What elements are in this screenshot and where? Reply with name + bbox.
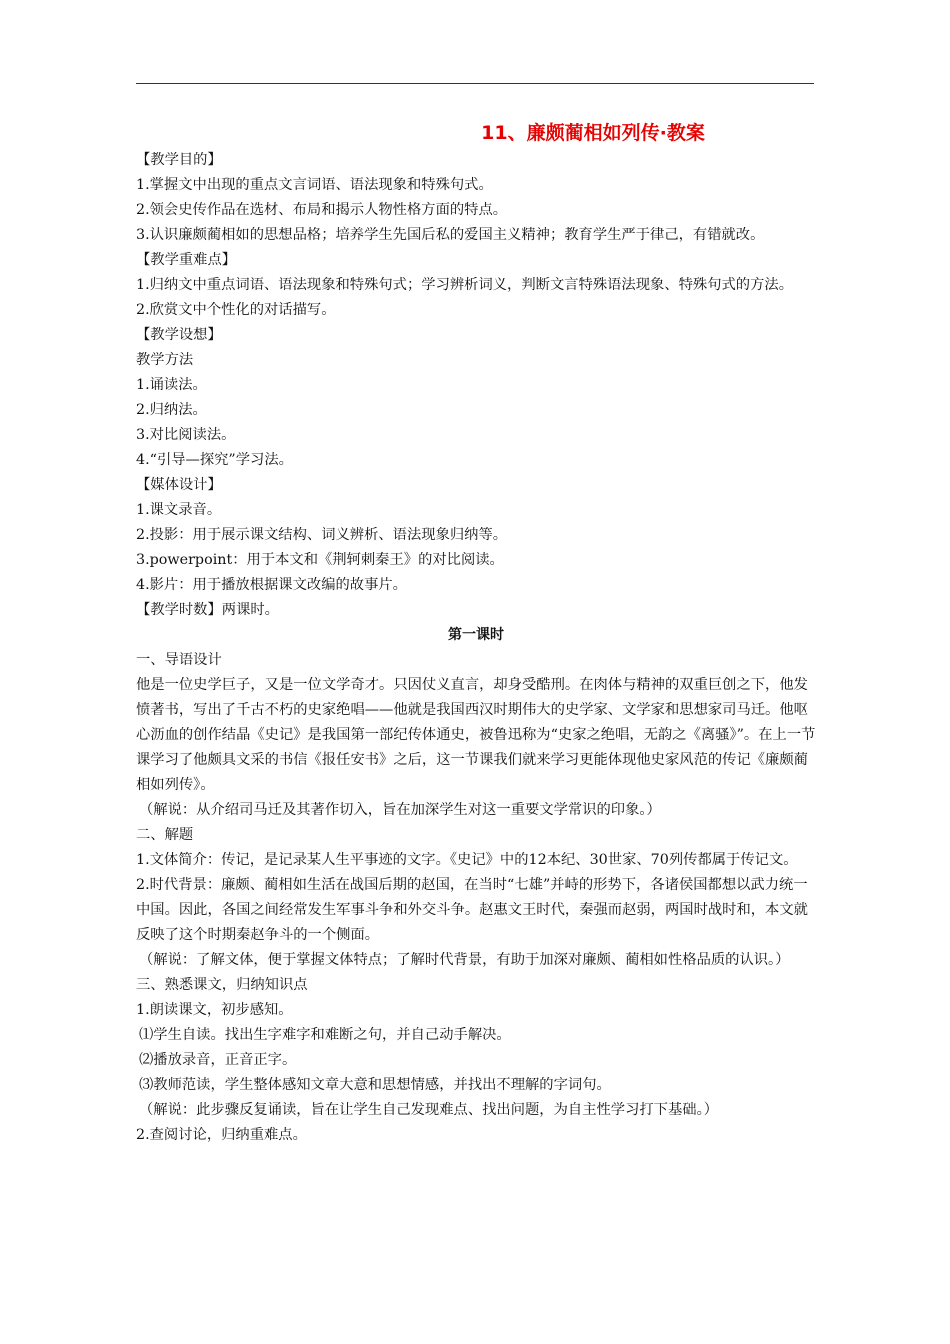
body-paragraph: （解说：了解文体，便于掌握文体特点；了解时代背景，有助于加深对廉颇、蔺相如性格品质的认识。）	[139, 952, 790, 968]
section-heading: 第一课时	[448, 627, 504, 643]
body-line: 2.领会史传作品在选材、布局和揭示人物性格方面的特点。	[136, 202, 508, 218]
body-line: 4.“引导—探究”学习法。	[136, 452, 293, 468]
body-line: ⑶教师范读，学生整体感知文章大意和思想情感，并找出不理解的字词句。	[139, 1077, 611, 1093]
body-line: 教学方法	[136, 352, 194, 368]
body-line: 1.诵读法。	[136, 377, 207, 393]
body-line: 3.认识廉颇蔺相如的思想品格；培养学生先国后私的爱国主义精神；教育学生严于律己，有错就改。	[136, 227, 765, 243]
header-rule	[136, 83, 814, 84]
body-line: 3.对比阅读法。	[136, 427, 236, 443]
body-line: 1.课文录音。	[136, 502, 222, 518]
body-line: ⑴学生自读。找出生字难字和难断之句，并自己动手解决。	[139, 1027, 511, 1043]
body-line: 2.投影：用于展示课文结构、词义辨析、语法现象归纳等。	[136, 527, 508, 543]
body-line: 4.影片：用于播放根据课文改编的故事片。	[136, 577, 407, 593]
body-line: （解说：此步骤反复诵读，旨在让学生自己发现难点、找出问题，为自主性学习打下基础。）	[139, 1102, 719, 1118]
body-paragraph: 2.时代背景：廉颇、蔺相如生活在战国后期的赵国，在当时“七雄”并峙的形势下，各诸侯国都想以武力统一中国。因此，各国之间经常发生军事斗争和外交斗争。赵惠文王时代，秦强而赵弱，两国时战时和，本文就反映了这个时期秦赵争斗的一个侧面。	[136, 877, 808, 943]
body-line: 三、熟悉课文，归纳知识点	[136, 977, 308, 993]
body-line: （解说：从介绍司马迁及其著作切入，旨在加深学生对这一重要文学常识的印象。）	[139, 802, 661, 818]
document-title: 11、廉颇蔺相如列传·教案	[481, 122, 705, 144]
body-line: ⑵播放录音，正音正字。	[139, 1052, 297, 1068]
body-paragraph: 1.文体简介：传记，是记录某人生平事迹的文字。《史记》中的12本纪、30世家、70列传都属于传记文。	[136, 852, 798, 868]
body-line: 1.归纳文中重点词语、语法现象和特殊句式；学习辨析词义，判断文言特殊语法现象、特殊句式的方法。	[136, 277, 793, 293]
body-line: 2.查阅讨论，归纳重难点。	[136, 1127, 307, 1143]
body-line: 2.欣赏文中个性化的对话描写。	[136, 302, 336, 318]
body-line: 1.掌握文中出现的重点文言词语、语法现象和特殊句式。	[136, 177, 493, 193]
body-line: 【媒体设计】	[136, 477, 222, 493]
body-line: 3.powerpoint：用于本文和《荆轲刺秦王》的对比阅读。	[136, 552, 504, 568]
body-paragraph: 他是一位史学巨子，又是一位文学奇才。只因仗义直言，却身受酷刑。在肉体与精神的双重巨创之下，他发愤著书，写出了千古不朽的史家绝唱——他就是我国西汉时期伟大的史学家、文学家和思想家司马迁。他呕心沥血的创作结晶《史记》是我国第一部纪传体通史，被鲁迅称为“史家之绝唱，无韵之《离骚》”。在上一节课学习了他颇具文采的书信《报任安书》之后，这一节课我们就来学习更能体现他史家风范的传记《廉颇蔺相如列传》。	[136, 677, 816, 793]
body-line: 1.朗读课文，初步感知。	[136, 1002, 293, 1018]
body-line: 【教学时数】两课时。	[136, 602, 279, 618]
body-line: 一、导语设计	[136, 652, 222, 668]
body-line: 【教学设想】	[136, 327, 222, 343]
body-line: 【教学目的】	[136, 152, 222, 168]
body-line: 【教学重难点】	[136, 252, 237, 268]
document-body	[136, 148, 816, 1148]
body-line: 二、解题	[136, 827, 194, 843]
body-line: 2.归纳法。	[136, 402, 207, 418]
